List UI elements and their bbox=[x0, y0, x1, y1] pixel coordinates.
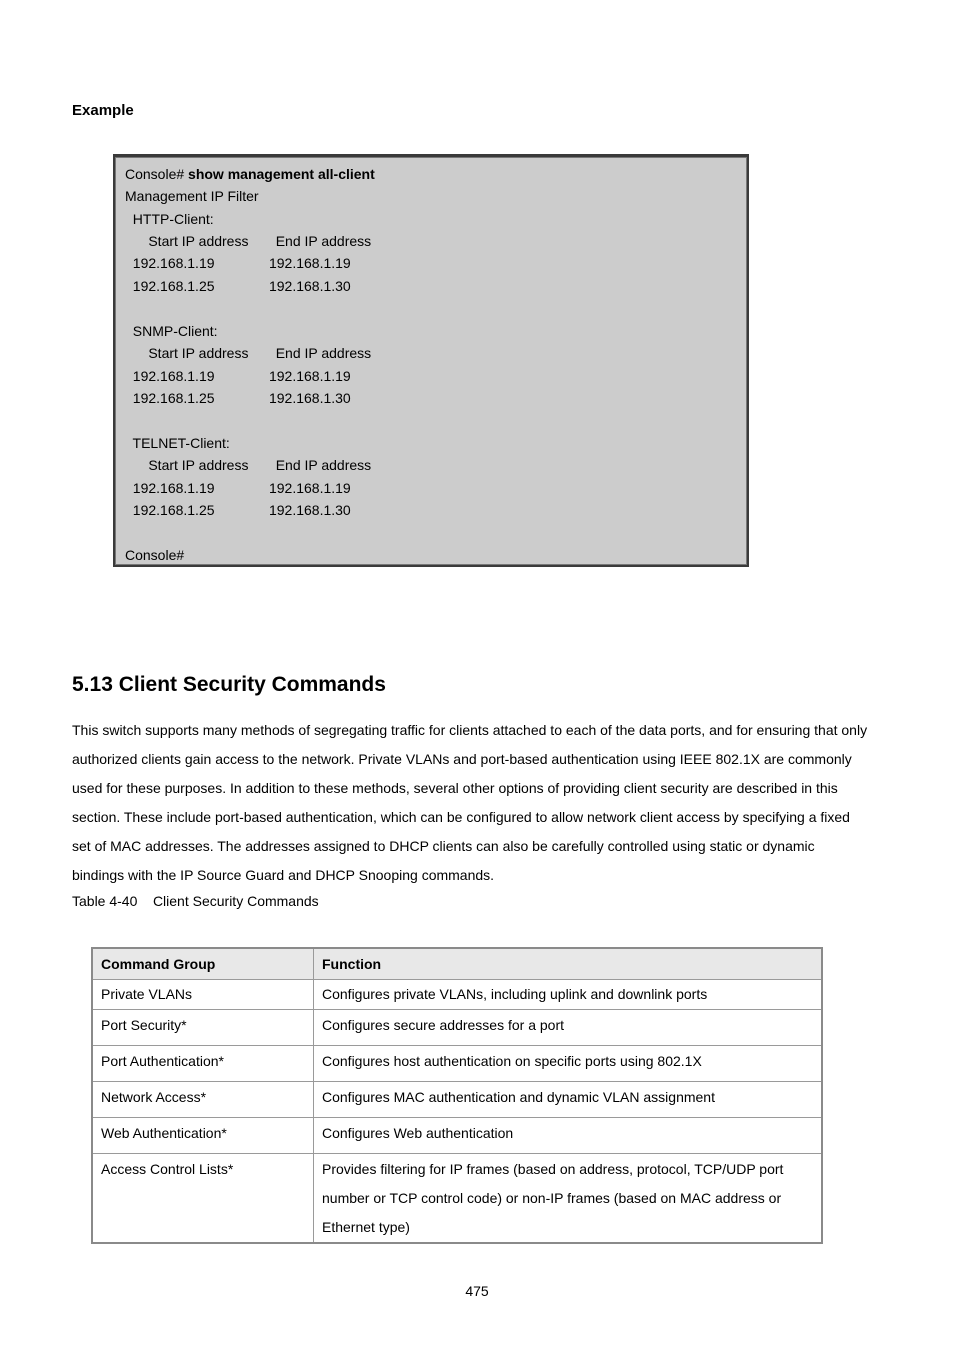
console-line: Console# bbox=[125, 547, 185, 563]
page-number: 475 bbox=[465, 1283, 489, 1299]
section-paragraph bbox=[72, 716, 892, 890]
section-title: 5.13 Client Security Commands bbox=[72, 673, 386, 696]
console-line: Start IP address End IP address bbox=[125, 345, 372, 361]
console-line: 192.168.1.19 192.168.1.19 bbox=[125, 255, 351, 271]
console-output-box bbox=[113, 154, 749, 567]
command-group-cell: Private VLANs bbox=[92, 980, 314, 1010]
paragraph-line: bindings with the IP Source Guard and DHCP Snooping commands. bbox=[72, 867, 495, 883]
console-line: Start IP address End IP address bbox=[125, 233, 372, 249]
command-group-cell: Port Authentication* bbox=[92, 1046, 314, 1082]
console-line: 192.168.1.25 192.168.1.30 bbox=[125, 390, 351, 406]
console-command: show management all-client bbox=[188, 166, 375, 182]
client-security-table bbox=[91, 947, 823, 1244]
command-group-cell: Web Authentication* bbox=[92, 1118, 314, 1154]
paragraph-line: used for these purposes. In addition to these methods, several other options of providing client security are described in this bbox=[72, 780, 838, 796]
console-line: 192.168.1.25 192.168.1.30 bbox=[125, 502, 351, 518]
console-line: SNMP-Client: bbox=[125, 323, 218, 339]
console-line: HTTP-Client: bbox=[125, 211, 214, 227]
console-prompt: Console# bbox=[125, 166, 189, 182]
paragraph-line: section. These include port-based authentication, which can be configured to allow network client access by specifying a fixed bbox=[72, 809, 850, 825]
example-label: Example bbox=[72, 102, 134, 119]
function-cell: Configures Web authentication bbox=[314, 1118, 823, 1154]
function-cell: Provides filtering for IP frames (based on address, protocol, TCP/UDP port number or TCP control code) or non-IP frames (based on MAC address or Ethernet type) bbox=[314, 1154, 823, 1244]
function-cell: Configures host authentication on specific ports using 802.1X bbox=[314, 1046, 823, 1082]
command-group-cell: Port Security* bbox=[92, 1010, 314, 1046]
console-line: TELNET-Client: bbox=[125, 435, 230, 451]
command-group-cell: Access Control Lists* bbox=[92, 1154, 314, 1244]
console-line: 192.168.1.25 192.168.1.30 bbox=[125, 278, 351, 294]
function-cell: Configures secure addresses for a port bbox=[314, 1010, 823, 1046]
table-row bbox=[92, 1046, 822, 1082]
console-line: 192.168.1.19 192.168.1.19 bbox=[125, 480, 351, 496]
header-function: Function bbox=[314, 948, 823, 980]
table-row bbox=[92, 980, 822, 1010]
table-row bbox=[92, 1082, 822, 1118]
paragraph-line: set of MAC addresses. The addresses assigned to DHCP clients can also be carefully controlled using static or dynamic bbox=[72, 838, 815, 854]
paragraph-line: This switch supports many methods of segregating traffic for clients attached to each of the data ports, and for ensuring that only bbox=[72, 722, 868, 738]
function-cell: Configures private VLANs, including uplink and downlink ports bbox=[314, 980, 823, 1010]
table-row bbox=[92, 1118, 822, 1154]
paragraph-line: authorized clients gain access to the network. Private VLANs and port-based authentication using IEEE 802.1X are commonly bbox=[72, 751, 852, 767]
command-group-cell: Network Access* bbox=[92, 1082, 314, 1118]
console-line: Start IP address End IP address bbox=[125, 457, 372, 473]
table-header-row bbox=[92, 948, 822, 980]
console-command-line bbox=[125, 165, 375, 183]
table-row bbox=[92, 1154, 822, 1244]
function-cell: Configures MAC authentication and dynamic VLAN assignment bbox=[314, 1082, 823, 1118]
console-line: 192.168.1.19 192.168.1.19 bbox=[125, 368, 351, 384]
table-row bbox=[92, 1010, 822, 1046]
console-line: Management IP Filter bbox=[125, 188, 259, 204]
table-caption: Table 4-40 Client Security Commands bbox=[72, 893, 319, 909]
header-command-group: Command Group bbox=[92, 948, 314, 980]
